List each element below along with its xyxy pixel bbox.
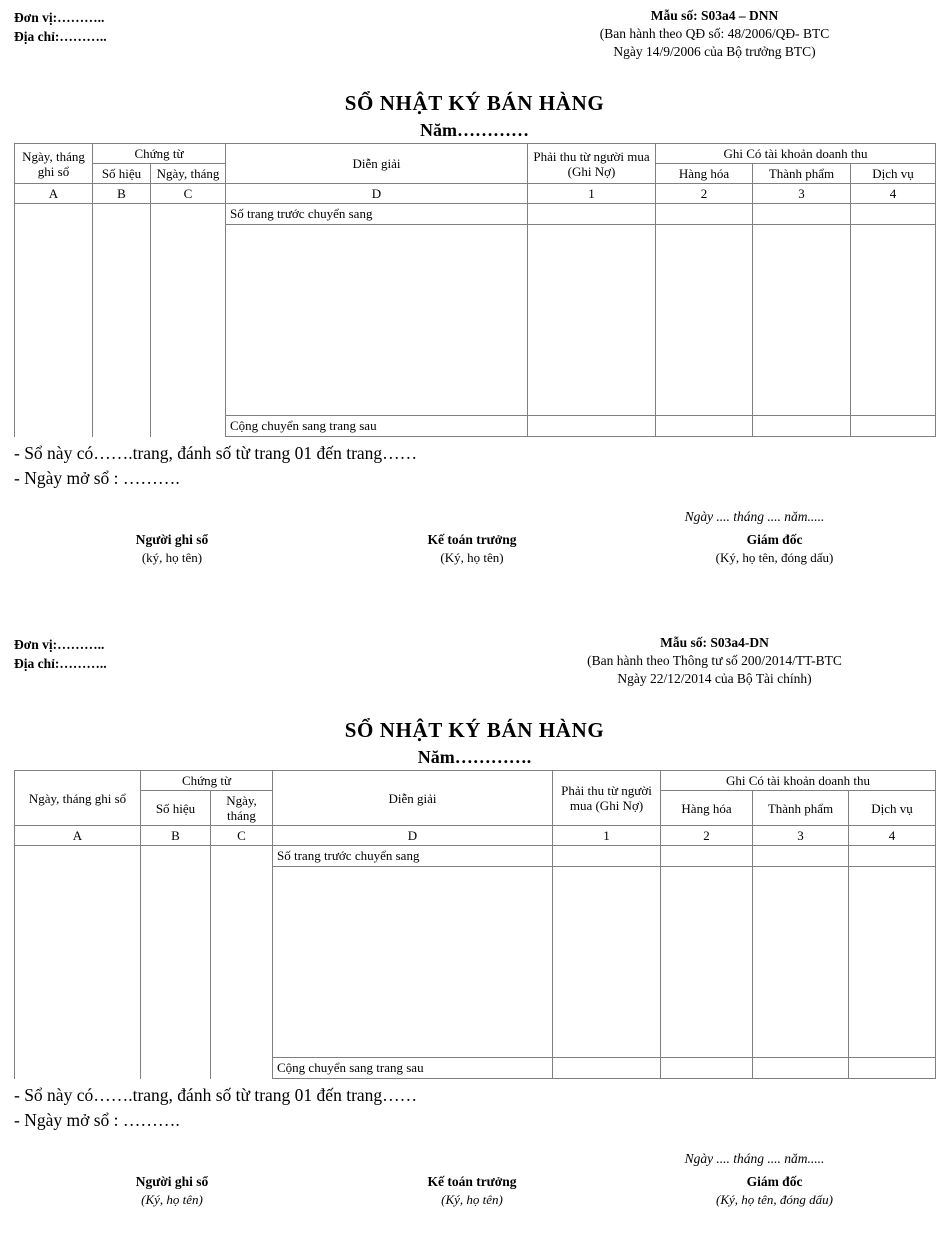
unit-address-line-2: Địa chỉ:……….. [14,656,107,671]
form-issued-date: Ngày 14/9/2006 của Bộ trưởng BTC) [613,44,816,59]
index-cell-1: 1 [528,184,656,204]
notes-block-2 [14,1083,949,1133]
table2-row-carry-from [15,846,936,867]
index-cell-b: B [93,184,151,204]
signature-recorder-role: Người ghi sổ [135,532,209,547]
header2-services: Dịch vụ [849,791,936,826]
header-date-recorded: Ngày, tháng ghi sổ [15,144,93,184]
index2-cell-1: 1 [553,826,661,846]
header2-revenue-credit-group: Ghi Có tài khoản doanh thu [661,771,936,791]
signature-director-sub: (Ký, họ tên, đóng dấu) [715,550,834,565]
carry-to-receivable[interactable] [528,416,656,437]
signature-recorder [0,531,344,567]
table-row-carry-from [15,204,936,225]
table-header-row-top [15,144,936,164]
header-finished-products: Thành phẩm [753,164,851,184]
page-divider-space [0,583,949,627]
entry2-description-area[interactable] [273,867,553,1058]
table2-index-row [15,826,936,846]
page-title-2: SỔ NHẬT KÝ BÁN HÀNG [344,718,605,742]
form-issued-date-2: Ngày 22/12/2014 của Bộ Tài chính) [617,671,812,686]
row2-label-carry-from: Số trang trước chuyển sang [273,846,553,867]
entry2-goods-area[interactable] [661,867,753,1058]
form-code-2: Mẫu số: S03a4-DN [660,635,769,650]
carry-from2-finished[interactable] [753,846,849,867]
index2-cell-a: A [15,826,141,846]
note-open-date: - Ngày mở sổ : ………. [14,468,180,488]
header2-receivable: Phải thu từ người mua (Ghi Nợ) [553,771,661,826]
header-goods: Hàng hóa [656,164,753,184]
signature-chief-accountant-role: Kế toán trưởng [427,532,517,547]
notes-block-1 [14,441,949,491]
unit-address-line: Địa chỉ:……….. [14,29,107,44]
entry-services-area[interactable] [851,225,936,416]
unit-name-line-2: Đơn vị:……….. [14,637,105,652]
signature2-director-role: Giám đốc [746,1174,803,1189]
header2-description: Diễn giải [273,771,553,826]
entry-date-area[interactable] [15,204,93,437]
entry-receivable-area[interactable] [528,225,656,416]
entry2-receivable-area[interactable] [553,867,661,1058]
form-page-1 [0,0,949,583]
page-title: SỔ NHẬT KÝ BÁN HÀNG [344,91,605,115]
index2-cell-4: 4 [849,826,936,846]
header-voucher-group: Chứng từ [93,144,226,164]
unit-name-line: Đơn vị:……….. [14,10,105,25]
header2-voucher-group: Chứng từ [141,771,273,791]
header2-voucher-date: Ngày, tháng [211,791,273,826]
carry-to-goods[interactable] [656,416,753,437]
form-page-2 [0,627,949,1225]
document-header-1 [0,0,949,68]
year-label-2: Năm…………. [417,747,532,767]
form-issued-line-2: (Ban hành theo Thông tư số 200/2014/TT-BTC [587,653,842,668]
sales-journal-table-1 [14,143,936,437]
carry-to2-finished[interactable] [753,1058,849,1079]
carry-to2-receivable[interactable] [553,1058,661,1079]
entry-description-area[interactable] [226,225,528,416]
header2-finished-products: Thành phẩm [753,791,849,826]
title-block-2 [0,717,949,770]
signature-recorder-sub: (ký, họ tên) [141,550,203,565]
row2-label-carry-to: Cộng chuyển sang trang sau [273,1058,553,1079]
index2-cell-2: 2 [661,826,753,846]
index-cell-d: D [226,184,528,204]
index-cell-2: 2 [656,184,753,204]
index2-cell-3: 3 [753,826,849,846]
signature2-chief-accountant-role: Kế toán trưởng [427,1174,517,1189]
carry-from-goods[interactable] [656,204,753,225]
title-block-1 [0,90,949,143]
signature-date-line: Ngày .... tháng .... năm..... [684,509,825,524]
entry-voucher-date-area[interactable] [151,204,226,437]
carry-to2-services[interactable] [849,1058,936,1079]
signature2-recorder-sub: (Ký, họ tên) [141,1192,203,1207]
year-label: Năm………… [420,120,529,140]
sales-journal-table-2 [14,770,936,1079]
index-cell-3: 3 [753,184,851,204]
carry-to-finished[interactable] [753,416,851,437]
index-cell-a: A [15,184,93,204]
header-voucher-date: Ngày, tháng [151,164,226,184]
header-revenue-credit-group: Ghi Có tài khoản doanh thu [656,144,936,164]
carry-to2-goods[interactable] [661,1058,753,1079]
form-code: Mẫu số: S03a4 – DNN [650,8,779,23]
signature2-director-sub: (Ký, họ tên, đóng dấu) [716,1192,833,1207]
index-cell-4: 4 [851,184,936,204]
signature-chief-accountant [344,531,600,567]
carry-from2-services[interactable] [849,846,936,867]
unit-info-block-2 [14,635,107,673]
entry-goods-area[interactable] [656,225,753,416]
table2-header-row-top [15,771,936,791]
carry-from-receivable[interactable] [528,204,656,225]
header-receivable: Phải thu từ người mua (Ghi Nợ) [528,144,656,184]
header-voucher-number: Số hiệu [93,164,151,184]
signature-chief-accountant-sub: (Ký, họ tên) [440,550,504,565]
header2-date-recorded: Ngày, tháng ghi sổ [15,771,141,826]
carry-from2-receivable[interactable] [553,846,661,867]
table-index-row [15,184,936,204]
carry-from-finished[interactable] [753,204,851,225]
row-label-carry-from: Số trang trước chuyển sang [226,204,528,225]
form-reference-block-2 [480,634,949,688]
signature2-director [600,1173,949,1209]
unit-info-block [14,8,107,46]
index-cell-c: C [151,184,226,204]
note-page-count: - Sổ này có…….trang, đánh số từ trang 01 đến trang…… [14,443,418,463]
entry-finished-area[interactable] [753,225,851,416]
document-header-2 [0,627,949,695]
entry2-services-area[interactable] [849,867,936,1058]
signature2-recorder [0,1173,344,1209]
signature-block-1 [0,509,949,583]
index2-cell-d: D [273,826,553,846]
signature2-chief-accountant-sub: (Ký, họ tên) [441,1192,503,1207]
header2-voucher-number: Số hiệu [141,791,211,826]
signature-director-role: Giám đốc [746,532,803,547]
carry-to-services[interactable] [851,416,936,437]
form-reference-block [480,7,949,61]
note2-page-count: - Sổ này có…….trang, đánh số từ trang 01 đến trang…… [14,1085,418,1105]
header2-goods: Hàng hóa [661,791,753,826]
carry-from2-goods[interactable] [661,846,753,867]
signature-block-2 [0,1151,949,1225]
header-description: Diễn giải [226,144,528,184]
entry2-voucher-no-area[interactable] [141,846,211,1079]
entry-voucher-no-area[interactable] [93,204,151,437]
signature2-chief-accountant [344,1173,600,1209]
row-label-carry-to: Cộng chuyển sang trang sau [226,416,528,437]
note2-open-date: - Ngày mở sổ : ………. [14,1110,180,1130]
signature-director [600,531,949,567]
carry-from-services[interactable] [851,204,936,225]
header-services: Dịch vụ [851,164,936,184]
index2-cell-b: B [141,826,211,846]
entry2-voucher-date-area[interactable] [211,846,273,1079]
entry2-date-area[interactable] [15,846,141,1079]
entry2-finished-area[interactable] [753,867,849,1058]
signature2-date-line: Ngày .... tháng .... năm..... [684,1151,825,1166]
form-issued-line: (Ban hành theo QĐ số: 48/2006/QĐ- BTC [599,26,830,41]
signature2-recorder-role: Người ghi sổ [135,1174,209,1189]
index2-cell-c: C [211,826,273,846]
